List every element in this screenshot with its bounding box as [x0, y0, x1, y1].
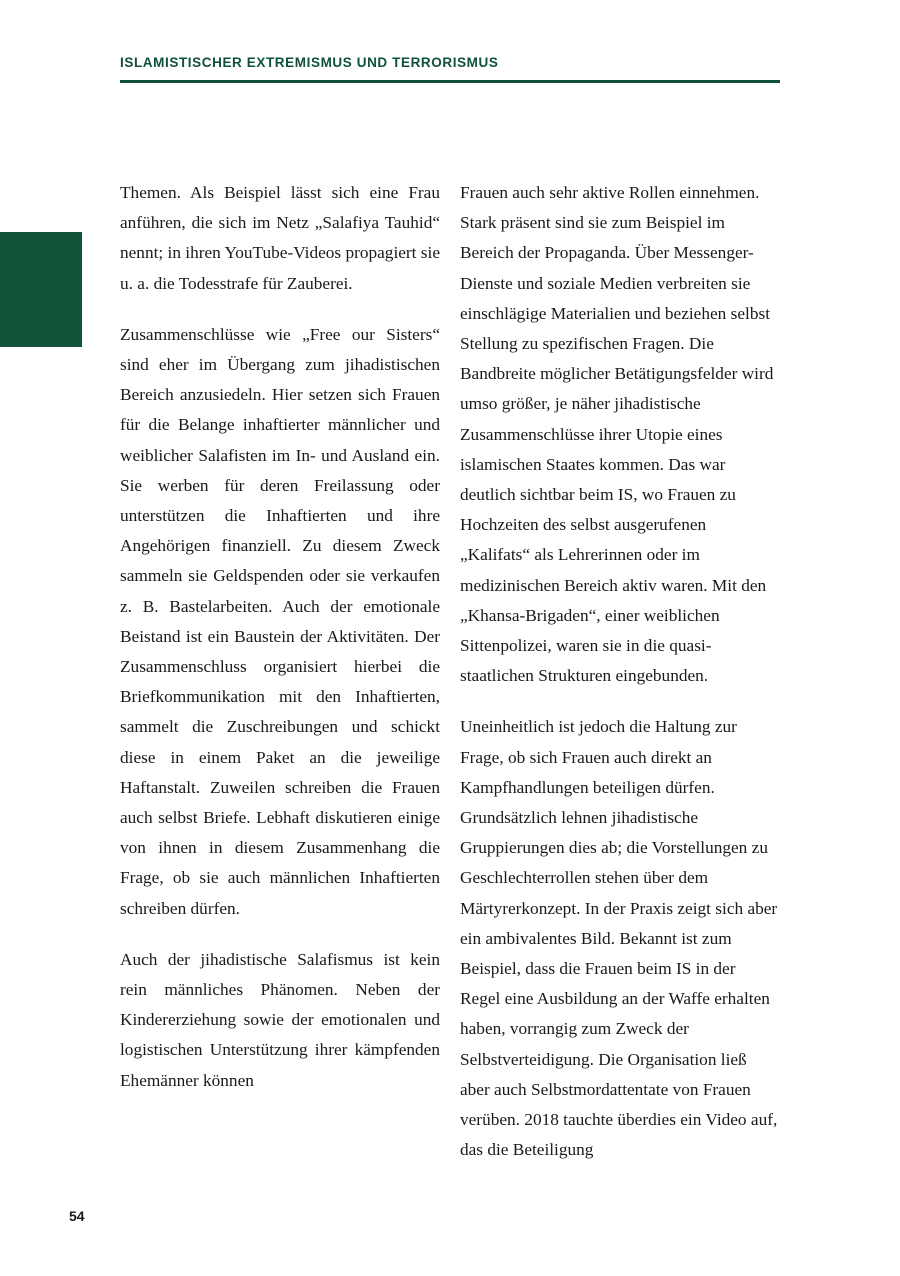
paragraph: Frauen auch sehr aktive Rollen einnehmen. Stark präsent sind sie zum Beispiel im Bereich der Propaganda. Über Messenger-Dienste und soziale Medien verbreiten sie einschlägige Materialien und beziehen selbst Stellung zu spezifischen Fragen. Die Bandbreite möglicher Betätigungsfelder wird umso größer, je näher jihadistische Zusammenschlüsse ihrer Utopie eines islamischen Staates kommen. Das war deutlich sichtbar beim IS, wo Frauen zu Hochzeiten des selbst ausgerufenen „Kalifats“ als Lehrerinnen oder im medizinischen Bereich aktiv waren. Mit den „Khansa-Brigaden“, einer weiblichen Sittenpolizei, waren sie in die quasi-staatlichen Strukturen eingebunden.: [460, 183, 774, 686]
paragraph: Themen. Als Beispiel lässt sich eine Frau anführen, die sich im Netz „Salafiya Tauhid“ nennt; in ihren YouTube-Videos propagiert sie u. a. die Todesstrafe für Zauberei.: [120, 183, 440, 293]
header-divider: [120, 80, 780, 83]
page-number: 54: [69, 1208, 85, 1224]
right-text-column: [460, 178, 780, 1166]
page-header: [120, 55, 780, 83]
body-columns: [120, 178, 780, 1166]
left-text-column: [120, 178, 440, 1166]
running-head-title: ISLAMISTISCHER EXTREMISMUS UND TERRORISMUS: [120, 55, 499, 70]
paragraph: Uneinheitlich ist jedoch die Haltung zur Frage, ob sich Frauen auch direkt an Kampfhandlungen beteiligen dürfen. Grundsätzlich lehnen jihadistische Gruppierungen dies ab; die Vorstellungen zu Geschlechterrollen stehen über dem Märtyrerkonzept. In der Praxis zeigt sich aber ein ambivalentes Bild. Bekannt ist zum Beispiel, dass die Frauen beim IS in der Regel eine Ausbildung an der Waffe erhalten haben, vorrangig zum Zweck der Selbstverteidigung. Die Organisation ließ aber auch Selbstmordattentate von Frauen verüben. 2018 tauchte überdies ein Video auf, das die Beteiligung: [460, 717, 778, 1160]
paragraph: Auch der jihadistische Salafismus ist kein rein männliches Phänomen. Neben der Kindererziehung sowie der emotionalen und logistischen Unterstützung ihrer kämpfenden Ehemänner können: [120, 949, 440, 1090]
margin-color-tab: [0, 232, 82, 347]
paragraph: Zusammenschlüsse wie „Free our Sisters“ sind eher im Übergang zum jihadistischen Bereich anzusiedeln. Hier setzen sich Frauen für die Belange inhaftierter männlicher und weiblicher Salafisten im In- und Ausland ein. Sie werben für deren Freilassung oder unterstützen die Inhaftierten und ihre Angehörigen finanziell. Zu diesem Zweck sammeln sie Geldspenden oder sie verkaufen z. B. Bastelarbeiten. Auch der emotionale Beistand ist ein Baustein der Aktivitäten. Der Zusammenschluss organisiert hierbei die Briefkommunikation mit den Inhaftierten, sammelt die Zuschreibungen und schickt diese in einem Paket an die jeweilige Haftanstalt. Zuweilen schreiben die Frauen auch selbst Briefe. Lebhaft diskutieren einige von ihnen in diesem Zusammenhang die Frage, ob sie auch männlichen Inhaftierten schreiben dürfen.: [120, 324, 440, 918]
